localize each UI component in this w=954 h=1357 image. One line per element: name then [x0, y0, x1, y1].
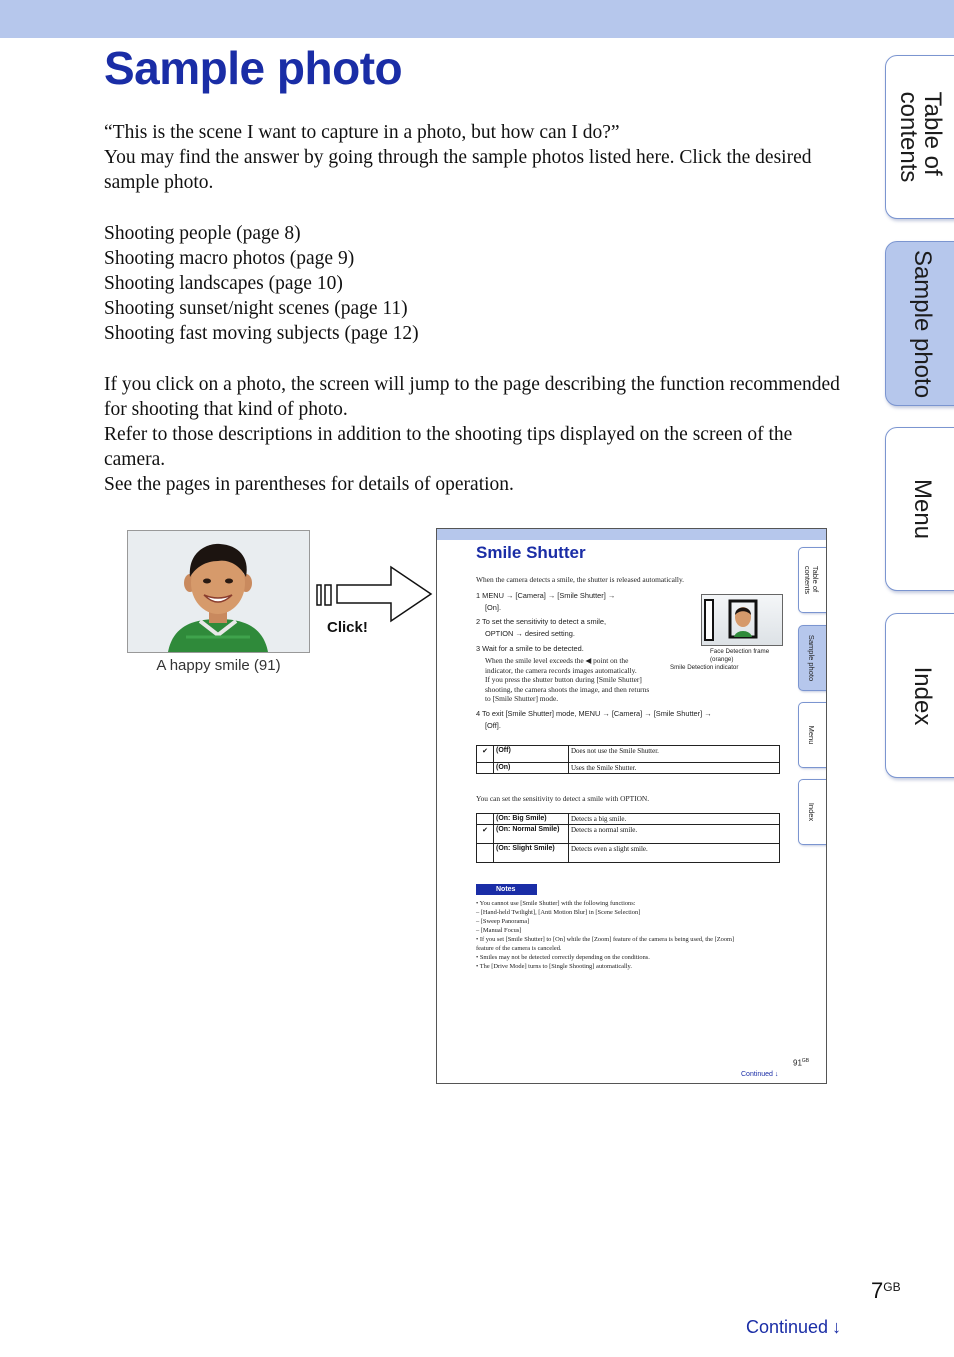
- thumb-tab-table-of-contents: Table of contents: [798, 547, 827, 613]
- link-shooting-fast-moving[interactable]: Shooting fast moving subjects (page 12): [104, 323, 419, 345]
- thumb-step1b: [On].: [485, 603, 502, 612]
- table-cell-check: [477, 844, 494, 863]
- thumb-step2b: OPTION → desired setting.: [485, 629, 575, 638]
- body-text: [104, 120, 852, 498]
- table-cell-check: ✔: [477, 825, 494, 844]
- click-arrow-icon: [313, 563, 435, 623]
- thumb-step3: 3 Wait for a smile to be detected.: [476, 644, 584, 653]
- thumb-face-frame-label-1: Face Detection frame: [710, 648, 770, 655]
- smiling-child-illustration: [128, 531, 309, 652]
- table-cell-description: Does not use the Smile Shutter.: [569, 746, 780, 763]
- thumb-smile-shutter-table: [476, 745, 780, 774]
- thumb-step3-d2: indicator, the camera records images automatically.: [485, 665, 637, 675]
- thumb-title: Smile Shutter: [476, 543, 586, 562]
- thumb-note-7: • Smiles may not be detected correctly depending on the conditions.: [476, 954, 650, 961]
- thumb-face-frame-label-2: (orange): [710, 655, 734, 663]
- tab-menu[interactable]: [885, 427, 954, 591]
- intro-line-1: “This is the scene I want to capture in a photo, but how can I do?”: [104, 122, 620, 143]
- thumb-smile-indicator-label: Smile Detection indicator: [670, 663, 739, 671]
- thumb-note-2: – [Hand-held Twilight], [Anti Motion Blur] in [Scene Selection]: [476, 909, 641, 916]
- table-cell-setting: (On: Big Smile): [494, 814, 569, 825]
- down-arrow-icon: ↓: [832, 1317, 842, 1337]
- link-shooting-landscapes[interactable]: Shooting landscapes (page 10): [104, 273, 343, 295]
- thumb-tab-menu: Menu: [798, 702, 827, 768]
- click-label: Click!: [327, 619, 368, 636]
- thumb-step1a: 1 MENU → [Camera] → [Smile Shutter] →: [476, 591, 616, 600]
- table-cell-description: Uses the Smile Shutter.: [569, 763, 780, 774]
- thumb-step2a: 2 To set the sensitivity to detect a smile,: [476, 617, 607, 626]
- table-cell-description: Detects a normal smile.: [569, 825, 780, 844]
- table-cell-description: Detects a big smile.: [569, 814, 780, 825]
- table-cell-check: ✔: [477, 746, 494, 763]
- table-row: [477, 814, 780, 825]
- tab-menu-label: Menu: [909, 478, 936, 540]
- table-row: [477, 746, 780, 763]
- thumb-sensitivity-table: [476, 813, 780, 863]
- page-number: $7^{GB}$: [871, 1278, 901, 1303]
- link-shooting-macro[interactable]: Shooting macro photos (page 9): [104, 247, 355, 269]
- thumb-step3-d1: When the smile level exceeds the ◀ point on the: [485, 656, 629, 665]
- table-row: [477, 825, 780, 844]
- thumb-step4b: [Off].: [485, 721, 501, 730]
- header-bar: [0, 0, 954, 38]
- table-cell-setting: (On): [494, 763, 569, 774]
- thumb-intro: When the camera detects a smile, the shutter is released automatically.: [476, 575, 685, 584]
- manual-page-thumbnail[interactable]: [436, 528, 827, 1084]
- info-line-1: If you click on a photo, the screen will jump to the page describing the function recommended for shooting that kind of photo.: [104, 373, 840, 420]
- thumb-notes-label: Notes: [476, 884, 537, 895]
- thumb-note-6: feature of the camera is canceled.: [476, 945, 562, 952]
- thumb-note-4: – [Manual Focus]: [476, 927, 522, 934]
- table-cell-setting: (On: Slight Smile): [494, 844, 569, 863]
- table-cell-setting: (On: Normal Smile): [494, 825, 569, 844]
- info-line-2: Refer to those descriptions in addition to the shooting tips displayed on the screen of the camera.: [104, 424, 793, 471]
- table-row: [477, 844, 780, 863]
- tab-table-of-contents-label: Table of contents: [895, 91, 946, 183]
- table-cell-setting: (Off): [494, 746, 569, 763]
- thumb-note-3: – [Sweep Panorama]: [476, 918, 530, 925]
- link-shooting-sunset-night[interactable]: Shooting sunset/night scenes (page 11): [104, 298, 408, 320]
- intro-line-2: You may find the answer by going through the sample photos listed here. Click the desired sample photo.: [104, 147, 812, 194]
- thumb-continued: Continued ↓: [741, 1071, 779, 1078]
- thumb-note-5: • If you set [Smile Shutter] to [On] while the [Zoom] feature of the camera is being used, the [Zoom]: [476, 936, 735, 943]
- tab-sample-photo[interactable]: [885, 241, 954, 406]
- tab-index-label: Index: [909, 666, 936, 725]
- tab-sample-photo-label: Sample photo: [909, 249, 936, 398]
- thumb-camera-screen-illustration: [701, 594, 783, 646]
- photo-caption: A happy smile (91): [156, 657, 281, 674]
- thumb-step4a: 4 To exit [Smile Shutter] mode, MENU → [Camera] → [Smile Shutter] →: [476, 709, 712, 718]
- table-cell-check: [477, 814, 494, 825]
- thumb-tab-sample-photo: Sample photo: [798, 625, 827, 691]
- thumb-page-number: $91^{GB}$: [793, 1058, 810, 1068]
- info-line-3: See the pages in parentheses for details of operation.: [104, 474, 514, 496]
- thumb-step3-d4: shooting, the camera shoots the image, and then returns: [485, 684, 650, 694]
- sample-photo-happy-smile[interactable]: [127, 530, 310, 653]
- tab-index[interactable]: [885, 613, 954, 778]
- table-row: [477, 763, 780, 774]
- thumb-option-text: You can set the sensitivity to detect a smile with OPTION.: [476, 794, 650, 803]
- thumb-step3-d5: to [Smile Shutter] mode.: [485, 694, 559, 703]
- thumb-header-bar: [437, 529, 826, 540]
- thumb-note-1: • You cannot use [Smile Shutter] with the following functions:: [476, 900, 636, 907]
- face-detection-illustration: [702, 595, 782, 645]
- page-title: Sample photo: [104, 42, 403, 94]
- thumb-tab-index: Index: [798, 779, 827, 845]
- continued-link[interactable]: Continued ↓: [746, 1317, 842, 1337]
- link-shooting-people[interactable]: Shooting people (page 8): [104, 222, 301, 244]
- table-cell-check: [477, 763, 494, 774]
- thumb-note-8: • The [Drive Mode] turns to [Single Shooting] automatically.: [476, 963, 632, 970]
- thumb-step3-d3: If you press the shutter button during [Smile Shutter]: [485, 675, 642, 684]
- table-cell-description: Detects even a slight smile.: [569, 844, 780, 863]
- tab-table-of-contents[interactable]: [885, 55, 954, 219]
